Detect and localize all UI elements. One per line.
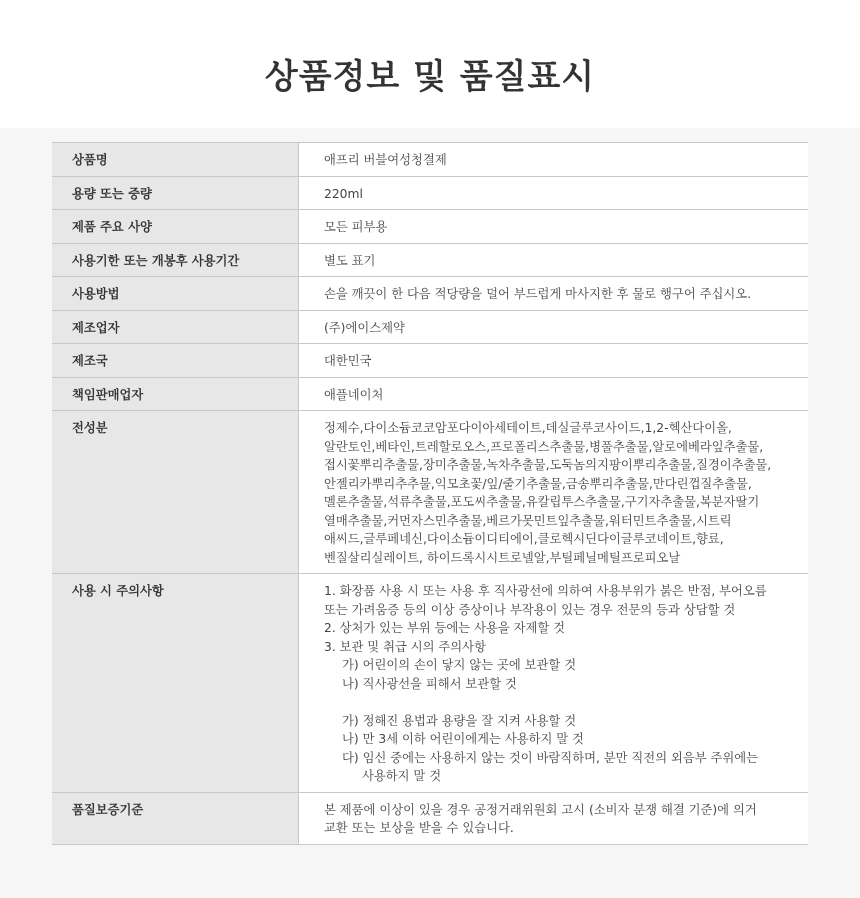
ingredients-value bbox=[299, 411, 809, 574]
row-label: 사용기한 또는 개봉후 사용기간 bbox=[52, 243, 299, 277]
table-row bbox=[52, 411, 808, 574]
row-label: 제조업자 bbox=[52, 310, 299, 344]
row-value: (주)에이스제약 bbox=[299, 310, 809, 344]
table-row bbox=[52, 176, 808, 210]
table-row bbox=[52, 277, 808, 311]
table-row bbox=[52, 344, 808, 378]
ingredients-line: 정제수,다이소듐코코암포다이아세테이트,데실글루코사이드,1,2-헥산다이올, bbox=[324, 421, 732, 435]
row-value: 대한민국 bbox=[299, 344, 809, 378]
quality-line: 교환 또는 보상을 받을 수 있습니다. bbox=[324, 821, 514, 835]
ingredients-line: 접시꽃뿌리추출물,장미추출물,녹차추출물,도둑놈의지팡이뿌리추출물,질경이추출물, bbox=[324, 458, 772, 472]
row-label: 사용 시 주의사항 bbox=[52, 574, 299, 793]
row-value: 220ml bbox=[299, 176, 809, 210]
caution-line: 2. 상처가 있는 부위 등에는 사용을 자제할 것 bbox=[324, 621, 566, 635]
row-value: 애플네이처 bbox=[299, 377, 809, 411]
table-row bbox=[52, 210, 808, 244]
ingredients-line: 벤질살리실레이트, 하이드록시시트로넬알,부틸페닐메틸프로피오날 bbox=[324, 550, 681, 565]
caution-line: 1. 화장품 사용 시 또는 사용 후 직사광선에 의하여 사용부위가 붉은 반점, 부어오름 bbox=[324, 584, 767, 598]
ingredients-line: 애씨드,글루페네신,다이소듐이디티에이,클로헥시딘다이글루코네이트,향료, bbox=[324, 532, 724, 546]
table-row bbox=[52, 574, 808, 793]
row-label: 용량 또는 중량 bbox=[52, 176, 299, 210]
quality-standard-value bbox=[299, 792, 809, 844]
row-value: 별도 표기 bbox=[299, 243, 809, 277]
product-info-table bbox=[52, 142, 808, 845]
cautions-value bbox=[299, 574, 809, 793]
row-label: 제조국 bbox=[52, 344, 299, 378]
row-label: 전성분 bbox=[52, 411, 299, 574]
quality-line: 본 제품에 이상이 있을 경우 공정거래위원회 고시 (소비자 분쟁 해결 기준)에 의거 bbox=[324, 802, 757, 817]
caution-line: 또는 가려움증 등의 이상 증상이나 부작용이 있는 경우 전문의 등과 상담할 것 bbox=[324, 602, 736, 617]
page-header bbox=[0, 0, 860, 128]
table-row bbox=[52, 143, 808, 177]
caution-line: 가) 어린이의 손이 닿지 않는 곳에 보관할 것 bbox=[342, 658, 577, 672]
caution-line: 다) 임신 중에는 사용하지 않는 것이 바람직하며, 분만 직전의 외음부 주위에는 bbox=[342, 750, 759, 765]
ingredients-line: 멜론추출물,석류추출물,포도씨추출물,유칼립투스추출물,구기자추출물,복분자딸기 bbox=[324, 495, 760, 509]
caution-line: 가) 정해진 용법과 용량을 잘 지켜 사용할 것 bbox=[342, 713, 577, 728]
row-label: 사용방법 bbox=[52, 277, 299, 311]
info-section bbox=[0, 128, 860, 898]
row-label: 품질보증기준 bbox=[52, 792, 299, 844]
row-label: 책임판매업자 bbox=[52, 377, 299, 411]
row-label: 제품 주요 사양 bbox=[52, 210, 299, 244]
ingredients-line: 알란토인,베타인,트레할로오스,프로폴리스추출물,병풀추출물,알로에베라잎추출물, bbox=[324, 439, 764, 454]
table-row bbox=[52, 243, 808, 277]
row-value: 애프리 버블여성청결제 bbox=[299, 143, 809, 177]
row-value: 모든 피부용 bbox=[299, 210, 809, 244]
table-row bbox=[52, 310, 808, 344]
row-value: 손을 깨끗이 한 다음 적당량을 덜어 부드럽게 마사지한 후 물로 행구어 주십시오. bbox=[299, 277, 809, 311]
ingredients-line: 열매추출물,커먼자스민추출물,베르가못민트잎추출물,워터민트추출물,시트릭 bbox=[324, 513, 732, 528]
caution-spacer bbox=[324, 693, 808, 712]
caution-line: 3. 보관 및 취급 시의 주의사항 bbox=[324, 639, 486, 654]
table-row bbox=[52, 792, 808, 844]
table-row bbox=[52, 377, 808, 411]
row-label: 상품명 bbox=[52, 143, 299, 177]
caution-line: 나) 직사광선을 피해서 보관할 것 bbox=[342, 676, 517, 691]
caution-line: 사용하지 말 것 bbox=[362, 769, 442, 783]
ingredients-line: 안젤리카뿌리추추물,익모초꽃/잎/줄기추출물,금송뿌리추출물,만다린껍질추출물, bbox=[324, 476, 752, 491]
page-title: 상품정보 및 품질표시 bbox=[264, 56, 596, 97]
caution-line: 나) 만 3세 이하 어린이에게는 사용하지 말 것 bbox=[342, 732, 584, 746]
